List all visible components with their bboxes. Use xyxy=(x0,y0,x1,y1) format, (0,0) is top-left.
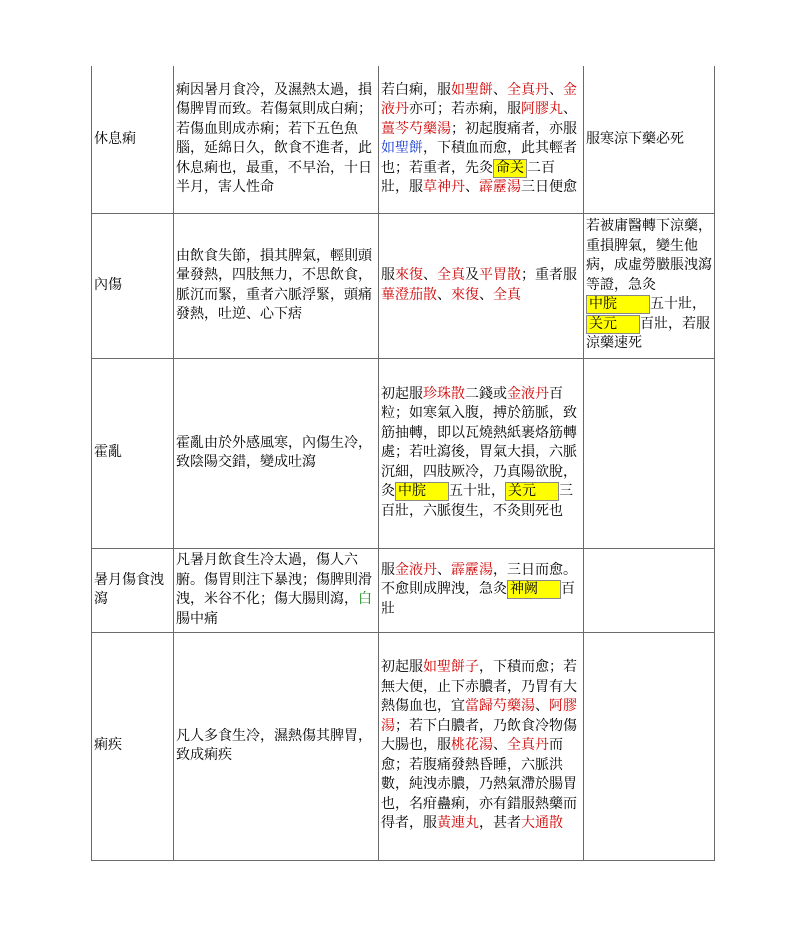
remedy-name: 全真丹 xyxy=(507,81,549,98)
text-segment: 三日便愈 xyxy=(521,179,577,196)
remedy-name: 金液丹 xyxy=(381,81,577,118)
text-segment: 凡暑月飲食生冷太過，傷人六腑。傷胃則注下暴洩；傷脾則滑洩，米谷不化；傷大腸則瀉， xyxy=(176,552,372,607)
text-segment: 初起服 xyxy=(381,385,423,402)
note-cell xyxy=(584,213,715,358)
table-row xyxy=(92,358,715,548)
text-segment: 若白痢，服 xyxy=(381,81,451,98)
treatment-cell xyxy=(379,358,584,548)
remedy-name: 霹靂湯 xyxy=(451,561,493,578)
acupoint-highlight: 命关 xyxy=(493,159,527,178)
text-segment: 五十壯， xyxy=(650,296,706,313)
text-segment: 服 xyxy=(381,561,395,578)
cause-cell: 痢因暑月食冷，及濕熱太過，損傷脾胃而致。若傷氣則成白痢；若傷血則成赤痢；若下五色魚腦，延綿日久，飲食不進者，此休息痢也，最重，不早治，十日半月，害人性命 xyxy=(174,66,379,213)
text-segment: 、 xyxy=(563,101,577,118)
disease-name: 霍亂 xyxy=(92,358,174,548)
cause-cell xyxy=(174,548,379,632)
text-segment: 、 xyxy=(549,81,563,98)
text-segment: ，甚者 xyxy=(479,815,521,832)
text-segment: 、 xyxy=(479,286,493,303)
text-segment: 、 xyxy=(437,286,451,303)
treatment-table xyxy=(91,66,715,861)
text-segment: 百粒；如寒氣入腹，搏於筋脈，致筋抽轉，即以瓦燒熱紙裹烙筋轉處；若吐瀉後，胃氣大損，六脈沉細，四肢厥冷，乃真陽欲脫，灸 xyxy=(381,385,577,500)
text-segment: 二百壯，服 xyxy=(381,159,555,196)
note-cell xyxy=(584,632,715,860)
disease-name: 休息痢 xyxy=(92,66,174,213)
text-segment: 、 xyxy=(493,737,507,754)
cause-cell: 霍亂由於外感風寒，內傷生冷，致陰陽交錯，變成吐瀉 xyxy=(174,358,379,548)
remedy-name: 如聖餅 xyxy=(451,81,493,98)
text-segment: 百壯 xyxy=(381,581,575,617)
text-segment: 亦可；若赤痢，服 xyxy=(409,101,521,118)
text-segment: 服寒涼下藥必死 xyxy=(586,130,684,147)
cause-cell: 由飲食失節，損其脾氣，輕則頭暈發熱，四肢無力，不思飲食，脈沉而緊，重者六脈浮緊，頭痛發熱，吐逆、心下痞 xyxy=(174,213,379,358)
disease-name: 內傷 xyxy=(92,213,174,358)
remedy-name: 全真 xyxy=(437,267,465,283)
table-row xyxy=(92,213,715,358)
table-row xyxy=(92,548,715,632)
text-segment: 、 xyxy=(423,267,437,283)
text-segment: 初起服 xyxy=(381,659,423,676)
text-segment: 三百壯，六脈復生，不灸則死也 xyxy=(381,483,573,519)
remedy-name: 阿膠丸 xyxy=(521,101,563,118)
remedy-name: 如聖餅子 xyxy=(423,659,479,676)
text-segment: 百壯，若服涼藥速死 xyxy=(586,315,710,352)
remedy-name: 全真丹 xyxy=(507,737,549,754)
remedy-name: 阿膠湯 xyxy=(381,698,577,734)
note-cell xyxy=(584,358,715,548)
text-segment: ；重者服 xyxy=(521,267,577,283)
remedy-name: 來復 xyxy=(395,267,423,283)
remedy-name: 白 xyxy=(358,591,372,607)
acupoint-highlight: 关元 xyxy=(505,482,559,501)
text-segment: 、 xyxy=(535,698,549,715)
remedy-name: 全真 xyxy=(493,286,521,303)
treatment-cell xyxy=(379,632,584,860)
remedy-name: 黃連丸 xyxy=(437,815,479,832)
acupoint-highlight: 神阙 xyxy=(507,580,561,599)
remedy-name: 金液丹 xyxy=(395,561,437,578)
remedy-name: 霹靂湯 xyxy=(479,179,521,196)
text-segment: 服 xyxy=(381,267,395,283)
remedy-name: 桃花湯 xyxy=(451,737,493,754)
remedy-name: 蓽澄茄散 xyxy=(381,286,437,303)
text-segment: 五十壯， xyxy=(449,483,505,500)
acupoint-highlight: 中脘 xyxy=(395,482,449,501)
text-segment: 、 xyxy=(437,561,451,578)
cause-cell: 凡人多食生冷，濕熱傷其脾胃，致成痢疾 xyxy=(174,632,379,860)
remedy-name: 平胃散 xyxy=(479,267,521,283)
treatment-cell xyxy=(379,548,584,632)
text-segment: ；若下白膿者，乃飲食冷物傷大腸也，服 xyxy=(381,717,577,754)
remedy-name: 金液丹 xyxy=(507,385,549,402)
acupoint-highlight: 中脘 xyxy=(586,295,650,314)
treatment-cell xyxy=(379,66,584,213)
text-segment: ；初起腹痛者，亦服 xyxy=(451,120,577,137)
text-segment: 腸中痛 xyxy=(176,610,218,627)
disease-name: 暑月傷食洩瀉 xyxy=(92,548,174,632)
text-segment: ，下積而愈；若無大便，止下赤膿者，乃胃有大熱傷血也，宜 xyxy=(381,659,577,715)
text-segment: 、 xyxy=(493,81,507,98)
text-segment: 及 xyxy=(465,267,479,283)
remedy-name: 當歸芍藥湯 xyxy=(465,698,535,715)
remedy-name: 來復 xyxy=(451,286,479,303)
remedy-name: 草神丹 xyxy=(423,179,465,196)
remedy-name: 薑芩芍藥湯 xyxy=(381,120,451,137)
table-row xyxy=(92,66,715,213)
table-row xyxy=(92,632,715,860)
treatment-cell xyxy=(379,213,584,358)
remedy-name: 大通散 xyxy=(521,815,563,832)
text-segment: 二錢或 xyxy=(465,385,507,402)
text-segment: 而愈；若腹痛發熱昏睡，六脈洪數，純洩赤膿，乃熱氣滯於腸胃也，名疳蠱痢，亦有錯服熱藥而得者，服 xyxy=(381,737,577,832)
disease-name: 痢疾 xyxy=(92,632,174,860)
text-segment: ，三日而愈。不愈則成脾洩，急灸 xyxy=(381,561,577,598)
acupoint-highlight: 关元 xyxy=(586,315,640,334)
note-cell xyxy=(584,548,715,632)
remedy-name: 如聖餅 xyxy=(381,140,423,157)
text-segment: ，下積血而愈，此其輕者也；若重者，先灸 xyxy=(381,140,577,176)
note-cell xyxy=(584,66,715,213)
text-segment: 若被庸醫轉下涼藥，重損脾氣，變生他病，成虛勞臌脹洩瀉等證，急灸 xyxy=(586,218,712,293)
remedy-name: 珍珠散 xyxy=(423,385,465,402)
text-segment: 、 xyxy=(465,179,479,196)
